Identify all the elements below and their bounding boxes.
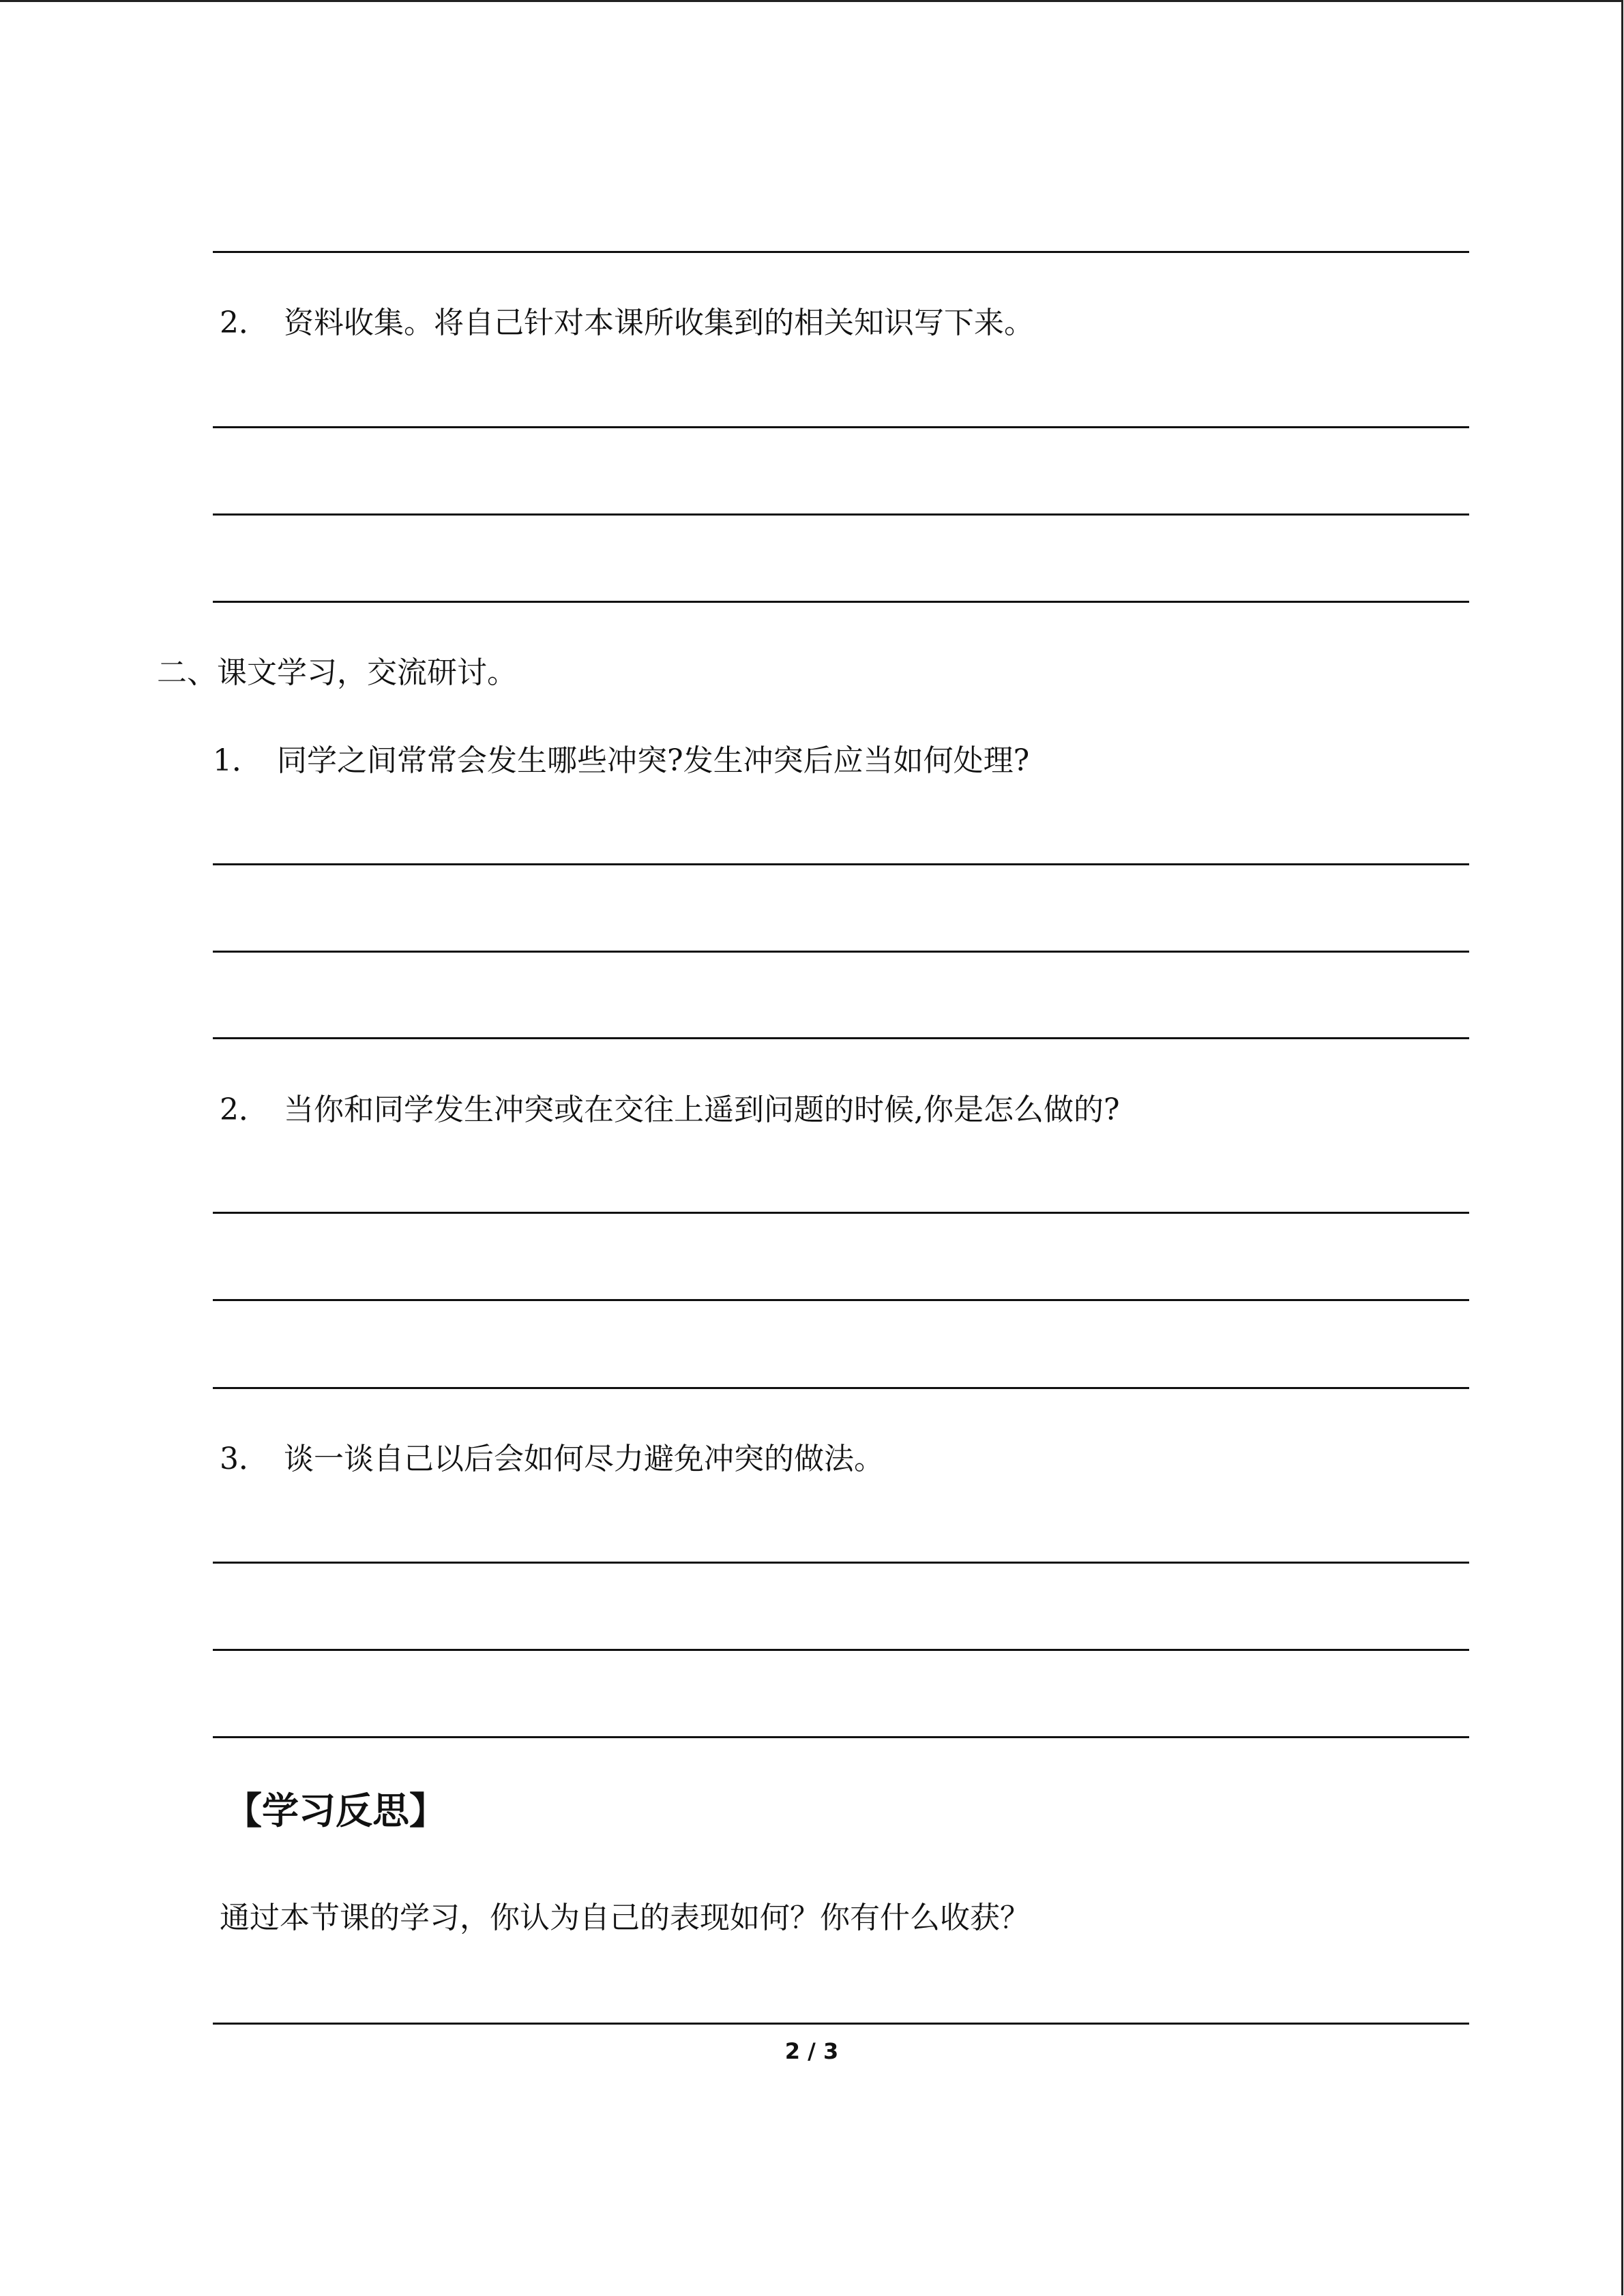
answer-line[interactable] <box>213 601 1469 603</box>
question-conflicts <box>213 742 1029 780</box>
answer-line[interactable] <box>213 251 1469 253</box>
question-number: 1． <box>213 743 262 778</box>
answer-line[interactable] <box>213 1037 1469 1039</box>
page-number: 2 / 3 <box>784 2038 839 2064</box>
answer-line[interactable] <box>213 2023 1469 2025</box>
answer-line[interactable] <box>213 513 1469 516</box>
answer-line[interactable] <box>213 1562 1469 1564</box>
reflection-heading: 【学习反思】 <box>225 1789 446 1832</box>
reflection-prompt: 通过本节课的学习，你认为自己的表现如何？你有什么收获？ <box>220 1900 1030 1935</box>
answer-line[interactable] <box>213 426 1469 428</box>
answer-line[interactable] <box>213 1736 1469 1738</box>
answer-line[interactable] <box>213 951 1469 953</box>
question-number: 2． <box>220 1092 269 1127</box>
answer-line[interactable] <box>213 1649 1469 1651</box>
question-personal <box>220 1091 1120 1129</box>
answer-line[interactable] <box>213 1299 1469 1301</box>
section-heading: 二、课文学习，交流研讨。 <box>157 655 517 690</box>
question-resources <box>220 304 1034 342</box>
question-text: 资料收集。将自己针对本课所收集到的相关知识写下来。 <box>284 305 1034 340</box>
question-number: 3． <box>220 1442 269 1476</box>
question-avoid <box>220 1440 884 1478</box>
answer-line[interactable] <box>213 863 1469 865</box>
question-text: 当你和同学发生冲突或在交往上遥到问题的时候,你是怎么做的? <box>284 1092 1120 1127</box>
answer-line[interactable] <box>213 1212 1469 1214</box>
question-text: 同学之间常常会发生哪些冲突?发生冲突后应当如何处理? <box>277 743 1030 778</box>
question-text: 谈一谈自己以后会如何尽力避免冲突的做法。 <box>284 1442 884 1476</box>
question-number: 2． <box>220 305 269 340</box>
answer-line[interactable] <box>213 1387 1469 1389</box>
